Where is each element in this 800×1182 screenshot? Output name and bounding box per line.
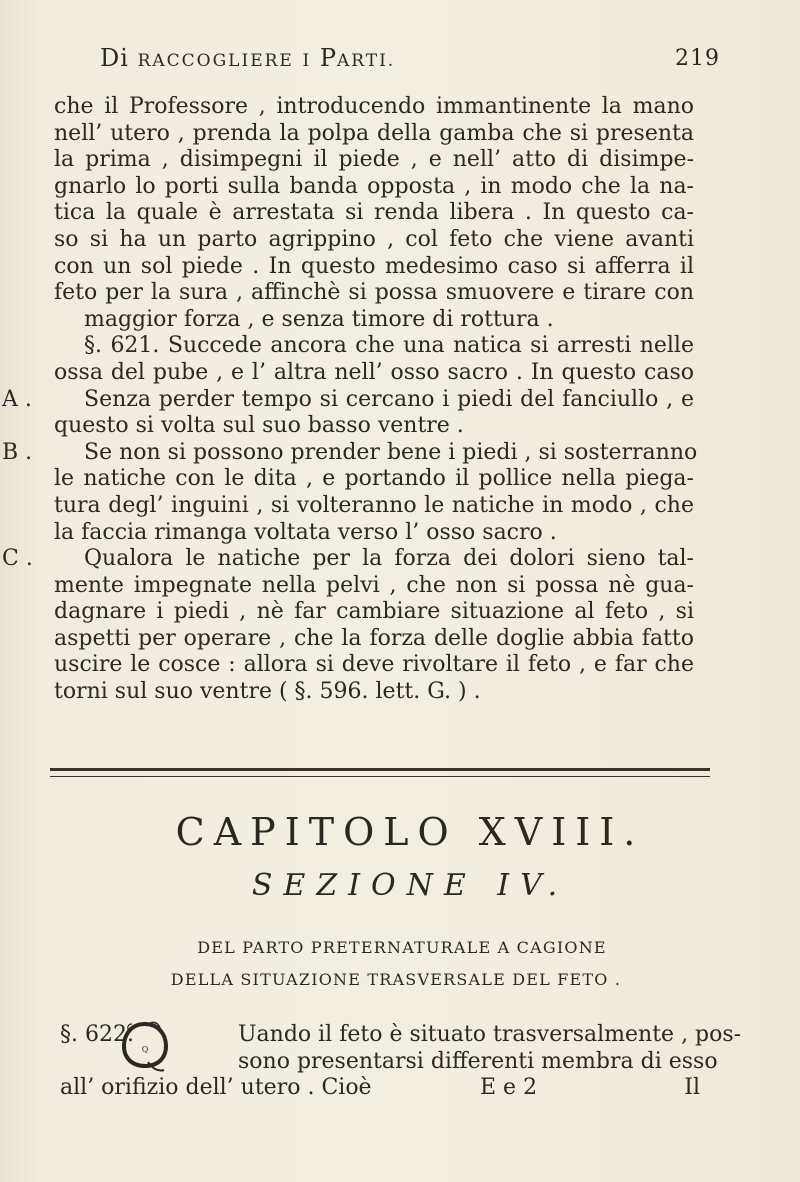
section-heading: SEZIONE IV.: [251, 868, 569, 903]
text-line: con un sol piede . In questo medesimo caso si afferra il: [54, 253, 694, 279]
text-line: torni sul suo ventre ( §. 596. lett. G. ) .: [54, 679, 481, 705]
paragraph-621: [2, 333, 698, 705]
rh-di-cap: D: [100, 44, 121, 72]
page-number: 219: [675, 46, 720, 71]
text-line: Qualora le natiche per la forza dei dolori sieno tal-: [84, 546, 694, 572]
signature-mark: E e 2: [480, 1075, 538, 1101]
text-line: la prima , disimpegni il piede , e nell’ atto di disimpe-: [54, 147, 694, 173]
margin-letter-a: A .: [2, 386, 32, 412]
running-head: [100, 44, 720, 78]
chapter-heading: CAPITOLO XVIII.: [175, 810, 645, 854]
catchword: Il: [684, 1075, 700, 1101]
text-line: dagnare i piedi , nè far cambiare situazione al feto , si: [54, 599, 694, 625]
text-line: so si ha un parto agrippino , col feto che viene avanti: [54, 226, 694, 252]
running-head-title: [100, 44, 395, 72]
text-line: aspetti per operare , che la forza delle doglie abbia fatto: [54, 625, 694, 651]
rh-parti-cap: P: [319, 44, 337, 72]
paragraph-622-line-3-text: all’ orifizio dell’ utero . Cioè: [60, 1075, 372, 1101]
rh-i: I: [302, 51, 312, 71]
text-line: mente impegnate nella pelvi , che non si possa nè gua-: [54, 572, 694, 598]
margin-letter-b: B .: [2, 439, 33, 465]
rh-di-rest: i: [120, 44, 129, 72]
subtitle-line-2: DELLA SITUAZIONE TRASVERSALE DEL FETO .: [170, 970, 622, 989]
body-text: [2, 94, 698, 706]
text-line: la faccia rimanga voltata verso l’ osso sacro .: [54, 519, 557, 545]
text-line: nell’ utero , prenda la polpa della gamba che si presenta: [54, 120, 694, 146]
text-line: Senza perder tempo si cercano i piedi del fanciullo , e: [84, 386, 694, 412]
text-line: tica la quale è arrestata si renda libera . In questo ca-: [54, 200, 694, 226]
text-line: che il Professore , introducendo immantinente la mano: [54, 94, 694, 119]
text-line: Se non si possono prender bene i piedi , si sosterranno: [84, 439, 698, 465]
text-line: uscire le cosce : allora si deve rivoltare il feto , e far che: [54, 652, 694, 678]
text-line: ossa del pube , e l’ altra nell’ osso sacro . In questo caso: [54, 359, 694, 385]
text-line: gnarlo lo porti sulla banda opposta , in modo che la na-: [54, 173, 694, 199]
paragraph-622-line-2: sono presentarsi differenti membra di esso: [238, 1048, 718, 1074]
rh-parti-rest: ARTI.: [336, 51, 396, 71]
dropcap-letter: Q: [141, 1045, 149, 1054]
text-line: §. 621. Succede ancora che una natica si arresti nelle: [84, 333, 694, 359]
margin-letter-c: C .: [2, 546, 33, 572]
paragraph-622-line-1: Uando il feto è situato trasversalmente , pos-: [238, 1022, 742, 1047]
paragraph-620: [54, 94, 694, 333]
section-sign-622: §. 622.: [60, 1022, 134, 1047]
text-line: le natiche con le dita , e portando il pollice nella piega-: [54, 466, 694, 492]
text-line: feto per la sura , affinchè si possa smuovere e tirare con: [54, 280, 694, 306]
text-line: maggior forza , e senza timore di rottura .: [84, 306, 554, 332]
text-line: tura degl’ inguini , si volteranno le natiche in modo , che: [54, 492, 694, 518]
text-line: questo si volta sul suo basso ventre .: [54, 413, 464, 439]
subtitle-line-1: DEL PARTO PRETERNATURALE A CAGIONE: [197, 938, 607, 957]
rh-raccogliere: RACCOGLIERE: [137, 51, 294, 71]
section-rule: [50, 768, 710, 777]
